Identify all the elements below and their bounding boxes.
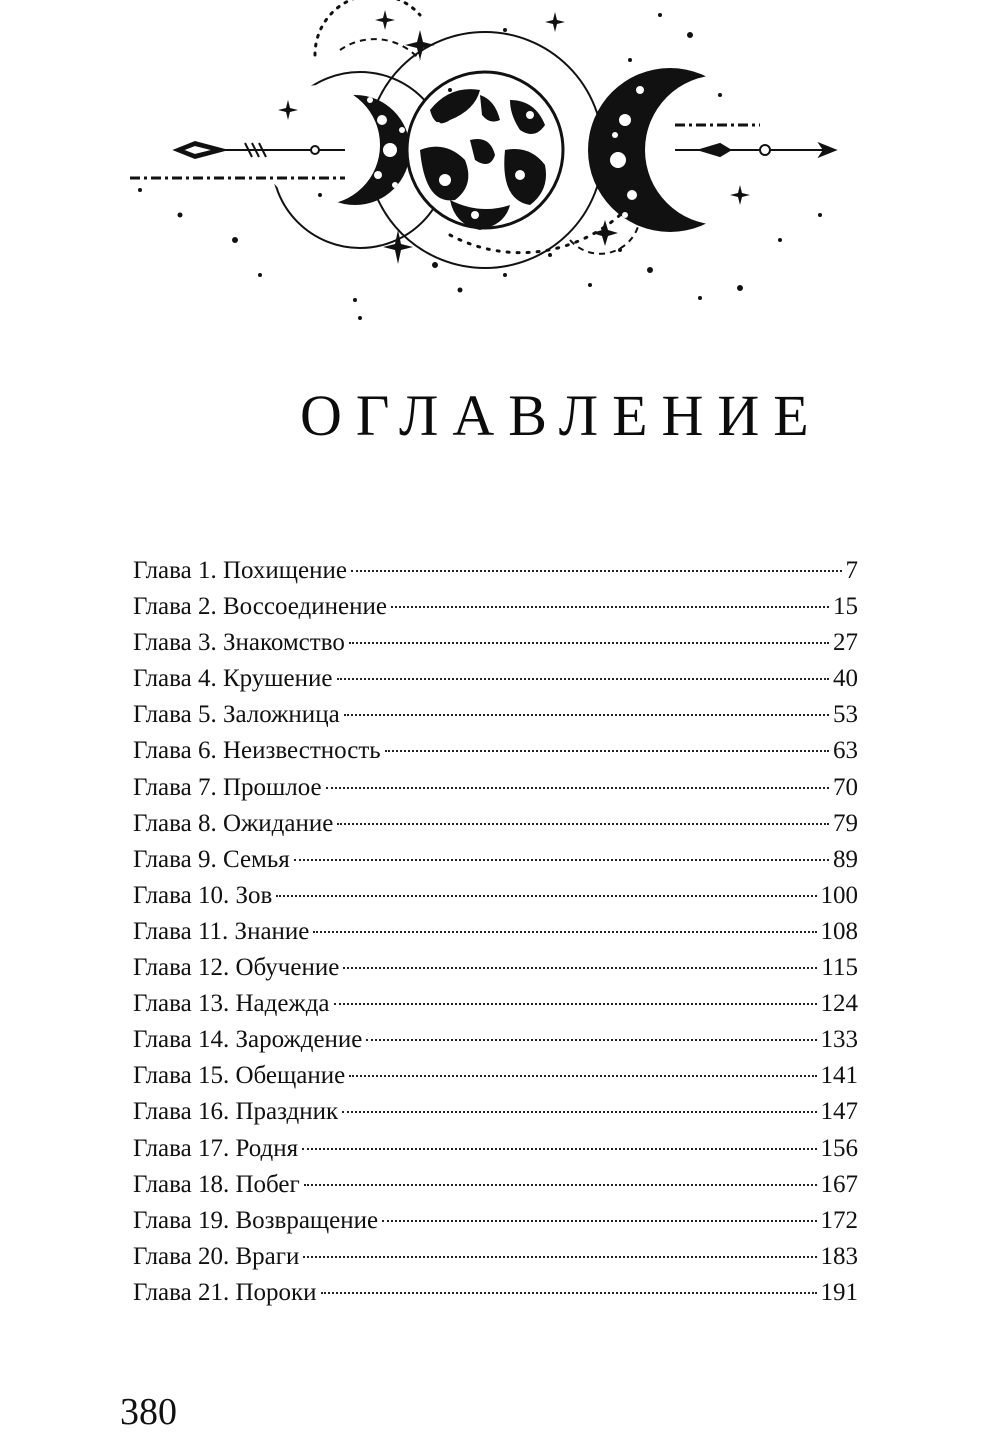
toc-entry-label: Глава 6. Неизвестность [133, 737, 381, 765]
toc-entry-label: Глава 9. Семья [133, 845, 290, 873]
toc-entry-page: 7 [845, 557, 858, 584]
toc-entry[interactable] [133, 733, 858, 769]
toc-entry-label: Глава 16. Праздник [133, 1098, 339, 1126]
toc-entry-page: 89 [833, 845, 858, 873]
toc-entry-label: Глава 17. Родня [133, 1134, 299, 1162]
toc-dot-leader [303, 1256, 816, 1258]
toc-dot-leader [349, 1075, 816, 1077]
toc-entry-page: 108 [820, 917, 858, 945]
toc-dot-leader [349, 642, 829, 644]
toc-entry[interactable] [133, 697, 858, 733]
toc-dot-leader [343, 967, 817, 969]
toc-entry-page: 40 [833, 665, 858, 693]
toc-entry-page: 70 [833, 773, 858, 801]
toc-entry-page: 183 [820, 1242, 858, 1270]
toc-entry-label: Глава 7. Прошлое [133, 773, 322, 801]
toc-dot-leader [304, 1184, 817, 1186]
toc-entry[interactable] [133, 878, 858, 914]
toc-entry[interactable] [133, 1094, 858, 1130]
toc-entry-page: 27 [833, 629, 858, 657]
toc-dot-leader [385, 750, 829, 752]
toc-entry-page: 79 [833, 809, 858, 837]
toc-dot-leader [382, 1220, 816, 1222]
toc-entry-page: 191 [820, 1278, 858, 1306]
toc-dot-leader [342, 1111, 816, 1113]
toc-entry[interactable] [133, 914, 858, 950]
toc-entry[interactable] [133, 986, 858, 1022]
toc-entry[interactable] [133, 1167, 858, 1203]
toc-entry[interactable] [133, 1203, 858, 1239]
toc-entry-label: Глава 8. Ожидание [133, 809, 334, 837]
toc-entry-page: 63 [833, 737, 858, 765]
toc-dot-leader [391, 606, 829, 608]
toc-dot-leader [337, 678, 829, 680]
toc-entry-label: Глава 5. Заложница [133, 701, 340, 729]
page-title: ОГЛАВЛЕНИЕ [300, 383, 823, 448]
toc-entry[interactable] [133, 553, 858, 589]
toc-entry-page: 15 [833, 593, 858, 621]
toc-dot-leader [366, 1039, 816, 1041]
toc-entry[interactable] [133, 1239, 858, 1275]
toc-entry[interactable] [133, 589, 858, 625]
toc-dot-leader [344, 714, 829, 716]
toc-entry-label: Глава 2. Воссоединение [133, 593, 387, 621]
toc-dot-leader [326, 787, 829, 789]
toc-entry-page: 124 [820, 990, 858, 1018]
toc-entry-page: 172 [820, 1206, 858, 1234]
toc-entry[interactable] [133, 661, 858, 697]
toc-entry-label: Глава 19. Возвращение [133, 1206, 379, 1234]
toc-entry-label: Глава 3. Знакомство [133, 629, 345, 657]
toc-entry-page: 100 [820, 881, 858, 909]
page-number: 380 [120, 1391, 177, 1433]
toc-dot-leader [294, 859, 829, 861]
toc-entry-label: Глава 20. Враги [133, 1242, 300, 1270]
toc-dot-leader [313, 931, 816, 933]
toc-entry[interactable] [133, 1022, 858, 1058]
toc-entry-page: 133 [820, 1026, 858, 1054]
toc-dot-leader [337, 823, 829, 825]
toc-dot-leader [321, 1292, 817, 1294]
toc-dot-leader [276, 895, 816, 897]
toc-entry-label: Глава 13. Надежда [133, 990, 330, 1018]
toc-entry-page: 167 [820, 1170, 858, 1198]
toc-entry[interactable] [133, 770, 858, 806]
toc-entry-label: Глава 1. Похищение [133, 557, 347, 584]
toc-entry-label: Глава 12. Обучение [133, 954, 340, 982]
toc-entry[interactable] [133, 950, 858, 986]
toc-dot-leader [334, 1003, 817, 1005]
toc-entry-label: Глава 10. Зов [133, 881, 273, 909]
toc-entry[interactable] [133, 842, 858, 878]
toc-entry-label: Глава 4. Крушение [133, 665, 333, 693]
toc-entry-label: Глава 15. Обещание [133, 1062, 346, 1090]
toc-entry-page: 115 [821, 954, 858, 982]
toc-entry-label: Глава 18. Побег [133, 1170, 300, 1198]
toc-dot-leader [302, 1148, 816, 1150]
toc-entry-label: Глава 11. Знание [133, 917, 310, 945]
toc-entry[interactable] [133, 1275, 858, 1311]
toc-entry-label: Глава 21. Пороки [133, 1278, 317, 1306]
toc-dot-leader [351, 570, 842, 572]
toc-entry-page: 53 [833, 701, 858, 729]
toc-entry[interactable] [133, 806, 858, 842]
toc-entry-label: Глава 14. Зарождение [133, 1026, 363, 1054]
table-of-contents [133, 553, 858, 1311]
triple-moon-icon [120, 0, 860, 330]
toc-entry-page: 156 [820, 1134, 858, 1162]
toc-entry[interactable] [133, 625, 858, 661]
toc-entry[interactable] [133, 1131, 858, 1167]
toc-entry-page: 147 [820, 1098, 858, 1126]
toc-entry[interactable] [133, 1058, 858, 1094]
toc-entry-page: 141 [820, 1062, 858, 1090]
